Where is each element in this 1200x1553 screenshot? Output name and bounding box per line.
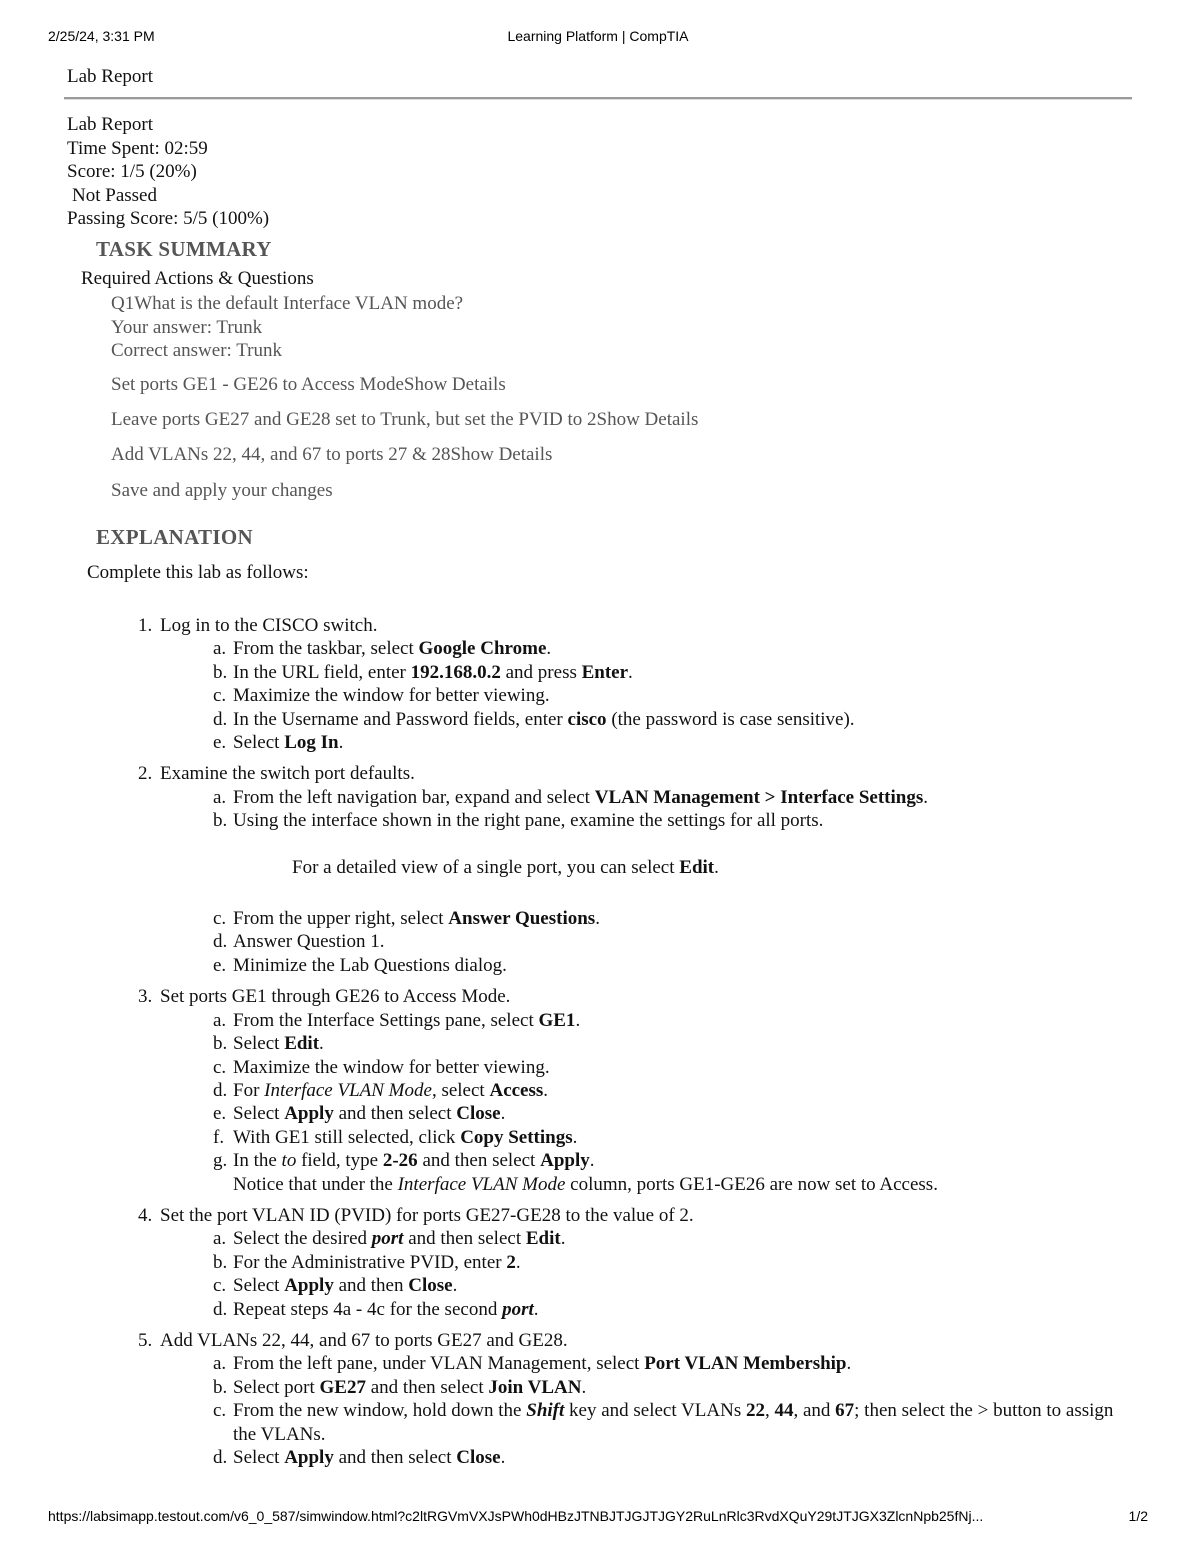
substep-item [213, 1126, 1120, 1149]
emphasis-text: Shift [526, 1400, 565, 1422]
step-text-fragment: In the Username and Password fields, enter [233, 708, 568, 730]
step-text-fragment: For [233, 1079, 265, 1101]
substep-letter: b. [213, 661, 228, 683]
step-text-fragment: For the Administrative PVID, enter [233, 1251, 507, 1273]
step-text-fragment: . [560, 1228, 566, 1250]
emphasis-text: 44 [774, 1400, 794, 1422]
substep-item [213, 1032, 1120, 1055]
substep-letter: e. [213, 954, 227, 976]
substep-letter: a. [213, 1228, 227, 1250]
step-text-fragment: Select port [233, 1376, 320, 1398]
step-text-fragment: ; then select the > button to assign the VLANs. [233, 1400, 1114, 1445]
substep-item [213, 1399, 1120, 1446]
substep-item [213, 1149, 1120, 1196]
step-text-fragment: and then select [403, 1228, 526, 1250]
detail-note [233, 833, 1120, 907]
step-text-fragment: Using the interface shown in the right pane, examine the settings for all ports. [233, 810, 824, 832]
step-item [138, 1329, 1120, 1469]
step-text-fragment: field, type [296, 1150, 383, 1172]
emphasis-text: Log In [284, 732, 339, 754]
emphasis-text: Edit [284, 1033, 320, 1055]
emphasis-text: Google Chrome [418, 638, 547, 660]
substep-letter: d. [213, 708, 228, 730]
step-text-fragment: . [543, 1079, 549, 1101]
emphasis-text: VLAN Management > Interface Settings [594, 786, 924, 808]
emphasis-text: Apply [284, 1275, 334, 1297]
substep-item [213, 637, 1120, 660]
emphasis-text: to [281, 1150, 297, 1172]
substep-letter: b. [213, 1376, 228, 1398]
substep-letter: a. [213, 1009, 227, 1031]
step-text-fragment: Select [233, 732, 285, 754]
step-text-fragment: and then select [365, 1376, 489, 1398]
score: Score: 1/5 (20%) [67, 161, 197, 182]
substep-item [213, 1376, 1120, 1399]
substep-letter: d. [213, 931, 228, 953]
step-text-fragment: . [500, 1447, 506, 1468]
substep-list [160, 637, 1120, 754]
step-text-fragment: From the new window, hold down the [233, 1400, 527, 1422]
step-text-fragment: and then select [417, 1150, 541, 1172]
substep-item [213, 1446, 1120, 1469]
substep-item [213, 661, 1120, 684]
emphasis-text: Close [408, 1275, 453, 1297]
action-item: Save and apply your changes [111, 480, 333, 501]
step-text-fragment: Notice that under the [233, 1173, 398, 1195]
emphasis-text: port [502, 1298, 534, 1320]
emphasis-text: Apply [540, 1150, 590, 1172]
substep-letter: b. [213, 1033, 228, 1055]
emphasis-text: Close [456, 1103, 501, 1125]
task-summary-heading: TASK SUMMARY [96, 237, 272, 261]
substep-item [213, 684, 1120, 707]
step-text-fragment: . [595, 908, 600, 930]
substep-letter: d. [213, 1079, 228, 1101]
emphasis-text: Copy Settings [460, 1126, 573, 1148]
substep-list [160, 1009, 1120, 1196]
emphasis-text: 2-26 [382, 1150, 418, 1172]
step-number: 3. [138, 986, 153, 1008]
action-item[interactable]: Set ports GE1 - GE26 to Access ModeShow Details [111, 374, 506, 395]
substep-item [213, 1227, 1120, 1250]
step-text-fragment: . [572, 1126, 578, 1148]
substep-letter: f. [213, 1126, 225, 1148]
emphasis-text: GE1 [538, 1009, 576, 1031]
step-number: 4. [138, 1204, 153, 1226]
explanation-steps [138, 614, 1120, 1477]
step-text-fragment: From the Interface Settings pane, select [233, 1009, 539, 1031]
step-text-fragment: and then select [333, 1103, 457, 1125]
substep-item [213, 731, 1120, 754]
emphasis-text: Answer Questions [448, 908, 596, 930]
step-text-fragment: Minimize the Lab Questions dialog. [233, 954, 507, 976]
substep-letter: d. [213, 1447, 228, 1468]
emphasis-text: Close [456, 1447, 501, 1468]
emphasis-text: port [371, 1228, 404, 1250]
step-text-fragment: . [533, 1298, 539, 1320]
substep-letter: a. [213, 638, 227, 660]
substep-item [213, 708, 1120, 731]
page-title: Lab Report [67, 66, 154, 87]
step-text-fragment: In the [233, 1150, 282, 1172]
substep-item [213, 930, 1120, 953]
step-text-fragment: . [589, 1150, 595, 1172]
step-text-fragment: and press [500, 661, 582, 683]
step-text-fragment: Select [233, 1447, 285, 1468]
emphasis-text: 22 [745, 1400, 765, 1422]
step-text-fragment: (the password is case sensitive). [606, 708, 855, 730]
step-number: 2. [138, 763, 153, 785]
emphasis-text: GE27 [319, 1376, 366, 1398]
substep-letter: c. [213, 1400, 227, 1422]
emphasis-text: Apply [284, 1447, 334, 1468]
print-header [48, 28, 1148, 48]
step-item [138, 1204, 1120, 1321]
time-spent: Time Spent: 02:59 [67, 137, 208, 159]
step-text-fragment: Select the desired [233, 1228, 372, 1250]
step-text-fragment: Select [233, 1275, 285, 1297]
divider [64, 97, 1132, 100]
step-number: 5. [138, 1329, 153, 1351]
step-text-fragment: . [500, 1103, 506, 1125]
action-item[interactable]: Add VLANs 22, 44, and 67 to ports 27 & 28Show Details [111, 444, 553, 465]
substep-item [213, 786, 1120, 809]
substep-item [213, 954, 1120, 977]
step-text-fragment: From the taskbar, select [233, 638, 419, 660]
substep-letter: b. [213, 1251, 228, 1273]
step-text-fragment: . [846, 1353, 852, 1375]
step-text-fragment: , [764, 1400, 775, 1422]
step-text-fragment: . [319, 1033, 324, 1055]
step-text-fragment: From the left navigation bar, expand and select [233, 786, 595, 808]
emphasis-text: 192.168.0.2 [410, 661, 501, 683]
substep-letter: c. [213, 685, 227, 707]
print-url: https://labsimapp.testout.com/v6_0_587/simwindow.html?c2ltRGVmVXJsPWh0dHBzJTNBJTJGJTJGY2RuLnRlc3RvdXQuY29tJTJGX3ZlcnNpb25fNj... [48, 1508, 984, 1524]
substep-letter: e. [213, 732, 227, 754]
substep-list [160, 1352, 1120, 1469]
step-title: Add VLANs 22, 44, and 67 to ports GE27 and GE28. [160, 1329, 568, 1351]
step-title: Log in to the CISCO switch. [160, 615, 378, 636]
emphasis-text: Access [489, 1079, 544, 1101]
emphasis-text: Edit [679, 856, 715, 878]
substep-item [213, 1079, 1120, 1102]
step-text-fragment: From the left pane, under VLAN Management, select [233, 1353, 645, 1375]
emphasis-text: Enter [581, 661, 629, 683]
substep-item [213, 907, 1120, 930]
substep-item [213, 809, 1120, 907]
step-text-fragment: . [923, 786, 928, 808]
substep-list [160, 1227, 1120, 1321]
emphasis-text: 2 [506, 1251, 516, 1273]
step-text-fragment: From the upper right, select [233, 908, 449, 930]
step-text-fragment: . [338, 732, 344, 754]
step-text-fragment: With GE1 still selected, click [233, 1126, 461, 1148]
substep-letter: a. [213, 1353, 227, 1375]
report-summary [67, 113, 269, 231]
step-text-fragment: In the URL field, enter [233, 661, 411, 683]
step-text-fragment: . [628, 661, 633, 683]
emphasis-text: 67 [835, 1400, 855, 1422]
step-text-fragment: . [515, 1251, 521, 1273]
emphasis-text: cisco [567, 708, 607, 730]
step-text-fragment: . [714, 856, 719, 878]
substep-item [213, 1056, 1120, 1079]
substep-letter: a. [213, 786, 227, 808]
step-text-fragment: Select [233, 1103, 285, 1125]
emphasis-text: Interface VLAN Mode [264, 1079, 432, 1101]
substep-letter: d. [213, 1298, 228, 1320]
explanation-heading: EXPLANATION [96, 525, 253, 549]
substep-item [213, 1298, 1120, 1321]
substep-note [233, 1173, 1120, 1196]
step-text-fragment: , select [431, 1079, 490, 1101]
required-actions-heading: Required Actions & Questions [81, 268, 314, 289]
step-text-fragment: key and select VLANs [564, 1400, 746, 1422]
print-page-title: Learning Platform | CompTIA [507, 28, 689, 44]
print-footer [48, 1508, 1148, 1528]
emphasis-text: Apply [284, 1103, 334, 1125]
step-text-fragment: For a detailed view of a single port, you can select [292, 856, 680, 878]
step-text-fragment: and then [333, 1275, 409, 1297]
substep-letter: b. [213, 810, 228, 832]
step-item [138, 762, 1120, 977]
emphasis-text: Edit [525, 1228, 561, 1250]
report-heading: Lab Report [67, 114, 154, 135]
step-text-fragment: Repeat steps 4a - 4c for the second [233, 1298, 503, 1320]
pass-status: Not Passed [72, 184, 157, 206]
step-text-fragment: Maximize the window for better viewing. [233, 1056, 550, 1078]
emphasis-text: Join VLAN [488, 1376, 582, 1398]
step-title: Set ports GE1 through GE26 to Access Mode. [160, 986, 511, 1008]
substep-letter: c. [213, 908, 227, 930]
emphasis-text: Port VLAN Membership [644, 1353, 847, 1375]
action-item[interactable]: Leave ports GE27 and GE28 set to Trunk, but set the PVID to 2Show Details [111, 409, 699, 430]
question-text: Q1What is the default Interface VLAN mode? [111, 293, 464, 314]
substep-item [213, 1274, 1120, 1297]
step-text-fragment: Maximize the window for better viewing. [233, 685, 550, 707]
substep-item [213, 1352, 1120, 1375]
step-text-fragment: , and [793, 1400, 836, 1422]
step-number: 1. [138, 615, 153, 636]
step-text-fragment: . [575, 1009, 581, 1031]
step-title: Set the port VLAN ID (PVID) for ports GE27-GE28 to the value of 2. [160, 1204, 694, 1226]
explanation-intro: Complete this lab as follows: [87, 562, 309, 583]
your-answer: Your answer: Trunk [111, 316, 263, 338]
substep-item [213, 1102, 1120, 1125]
substep-letter: c. [213, 1056, 227, 1078]
page-number: 1/2 [1128, 1508, 1148, 1524]
substep-item [213, 1251, 1120, 1274]
step-title: Examine the switch port defaults. [160, 763, 415, 785]
substep-list [160, 786, 1120, 977]
print-datetime: 2/25/24, 3:31 PM [48, 28, 155, 44]
substep-item [213, 1009, 1120, 1032]
passing-score: Passing Score: 5/5 (100%) [67, 208, 270, 229]
step-text-fragment: . [452, 1275, 458, 1297]
substep-letter: c. [213, 1275, 227, 1297]
step-text-fragment: and then select [333, 1447, 457, 1468]
emphasis-text: Interface VLAN Mode [397, 1173, 566, 1195]
step-item [138, 614, 1120, 754]
step-item [138, 985, 1120, 1196]
step-text-fragment: column, ports GE1-GE26 are now set to Access. [565, 1173, 938, 1195]
substep-letter: e. [213, 1103, 227, 1125]
step-text-fragment: . [546, 638, 552, 660]
correct-answer: Correct answer: Trunk [111, 340, 282, 361]
step-text-fragment: . [581, 1376, 587, 1398]
question-block [111, 292, 463, 363]
step-text-fragment: Answer Question 1. [233, 931, 385, 953]
substep-letter: g. [213, 1150, 228, 1172]
step-text-fragment: Select [233, 1033, 285, 1055]
